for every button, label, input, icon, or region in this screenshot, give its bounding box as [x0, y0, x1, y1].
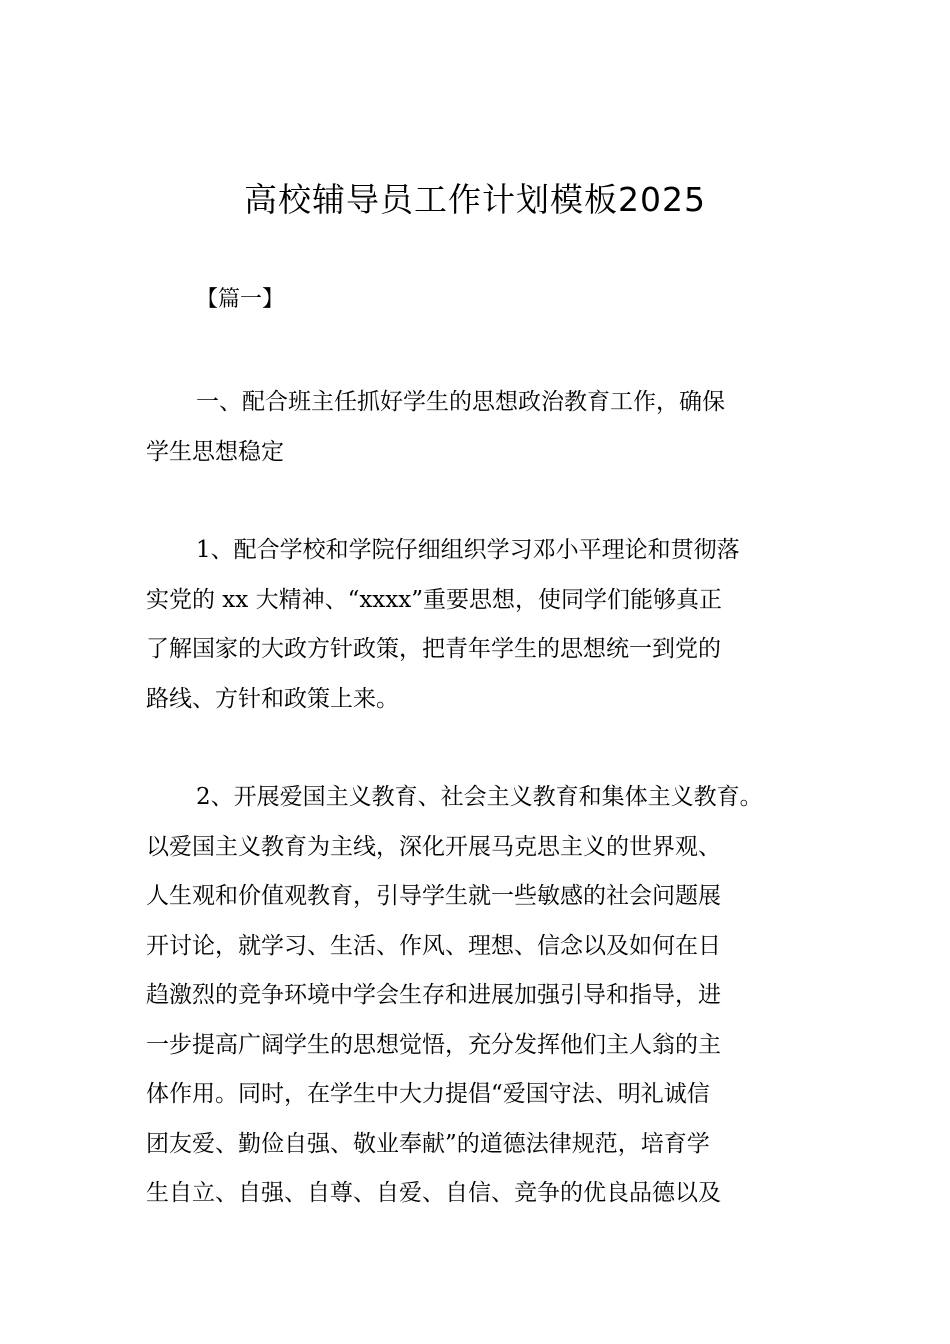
- document-title: 高校辅导员工作计划模板2025: [244, 180, 706, 219]
- paragraph-1: [146, 526, 836, 724]
- section-heading: [146, 378, 836, 477]
- text-line: 一、配合班主任抓好学生的思想政治教育工作，确保: [196, 389, 725, 415]
- text-line: 人生观和价值观教育，引导学生就一些敏感的社会问题展: [146, 883, 721, 909]
- text-line: 路线、方针和政策上来。: [146, 685, 399, 712]
- text-line: 趋激烈的竞争环境中学会生存和进展加强引导和指导，进: [146, 982, 721, 1008]
- paragraph-2: [146, 773, 836, 1219]
- text-line: 1、配合学校和学院仔细组织学习邓小平理论和贯彻落: [196, 537, 740, 563]
- text-line: 2、开展爱国主义教育、社会主义教育和集体主义教育。: [196, 784, 763, 810]
- text-line: 体作用。同时，在学生中大力提倡“爱国守法、明礼诚信: [146, 1081, 710, 1107]
- text-line: 实党的 xx 大精神、“xxxx”重要思想，使同学们能够真正: [146, 586, 722, 613]
- text-line: 学生思想稳定: [146, 438, 284, 465]
- text-line: 以爱国主义教育为主线，深化开展马克思主义的世界观、: [146, 833, 721, 860]
- text-line: 一步提高广阔学生的思想觉悟，充分发挥他们主人翁的主: [146, 1031, 721, 1058]
- text-line: 了解国家的大政方针政策，把青年学生的思想统一到党的: [146, 636, 721, 662]
- text-line: 开讨论，就学习、生活、作风、理想、信念以及如何在日: [146, 932, 721, 959]
- text-line: 生自立、自强、自尊、自爱、自信、竞争的优良品德以及: [146, 1180, 721, 1206]
- text-line: 团友爱、勤俭自强、敬业奉献”的道德法律规范，培育学: [146, 1130, 710, 1157]
- section-label: 【篇一】: [196, 287, 285, 312]
